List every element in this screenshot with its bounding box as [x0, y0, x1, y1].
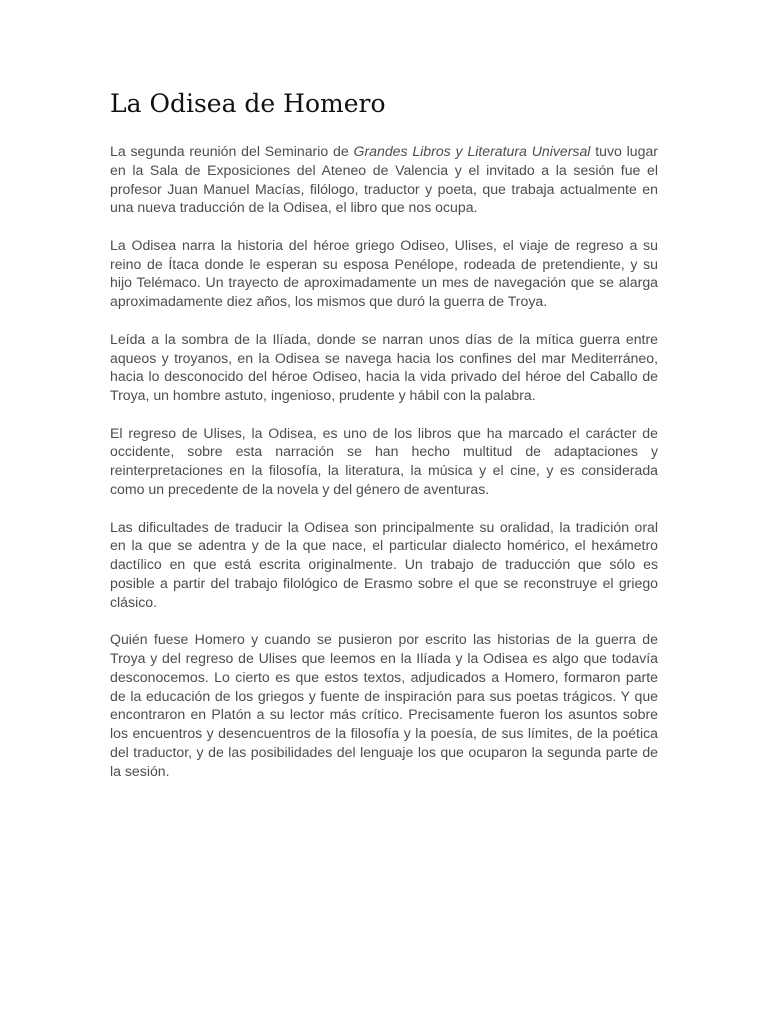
paragraph-1-text-before: La segunda reunión del Seminario de — [110, 143, 354, 159]
paragraph-6: Quién fuese Homero y cuando se pusieron por escrito las historias de la guerra de Troya y del regreso de Ulises que leemos en la Ilíada y la Odisea es algo que todavía desconocemos. Lo cierto es que estos textos, adjudicados a Homero, formaron parte de la educación de los griegos y fuente de inspiración para sus poetas trágicos. Y que encontraron en Platón a su lector más crítico. Precisamente fueron los asuntos sobre los encuentros y desencuentros de la filosofía y la poesía, de sus límites, de la poética del traductor, y de las posibilidades del lenguaje los que ocuparon la segunda parte de la sesión. — [110, 631, 658, 779]
paragraph-3: Leída a la sombra de la Ilíada, donde se narran unos días de la mítica guerra entre aqueos y troyanos, en la Odisea se navega hacia los confines del mar Mediterráneo, hacia lo desconocido del héroe Odiseo, hacia la vida privado del héroe del Caballo de Troya, un hombre astuto, ingenioso, prudente y hábil con la palabra. — [110, 330, 658, 404]
paragraph-1-italic-title: Grandes Libros y Literatura Universal — [353, 143, 591, 159]
paragraph-5: Las dificultades de traducir la Odisea son principalmente su oralidad, la tradición oral en la que se adentra y de la que nace, el particular dialecto homérico, el hexámetro dactílico en que está escrita originalmente. Un trabajo de traducción que sólo es posible a partir del trabajo filológico de Erasmo sobre el que se reconstruye el griego clásico. — [110, 518, 658, 610]
paragraph-1 — [110, 142, 658, 217]
paragraph-4: El regreso de Ulises, la Odisea, es uno de los libros que ha marcado el carácter de occidente, sobre esta narración se han hecho multitud de adaptaciones y reinterpretaciones en la filosofía, la literatura, la música y el cine, y es considerada como un precedente de la novela y del género de aventuras. — [110, 424, 658, 498]
paragraph-1-text-after: tuvo lugar en la Sala de Exposiciones del Ateneo de Valencia y el invitado a la sesión fue el profesor Juan Manuel Macías, filólogo, traductor y poeta, que trabaja actualmente en una nueva traducción de la Odisea, el libro que nos ocupa. — [110, 143, 659, 216]
document-page — [110, 86, 658, 799]
page-title: La Odisea de Homero — [110, 89, 386, 118]
paragraph-2: La Odisea narra la historia del héroe griego Odiseo, Ulises, el viaje de regreso a su reino de Ítaca donde le esperan su esposa Penélope, rodeada de pretendiente, y su hijo Telémaco. Un trayecto de aproximadamente un mes de navegación que se alarga aproximadamente diez años, los mismos que duró la guerra de Troya. — [110, 236, 658, 310]
